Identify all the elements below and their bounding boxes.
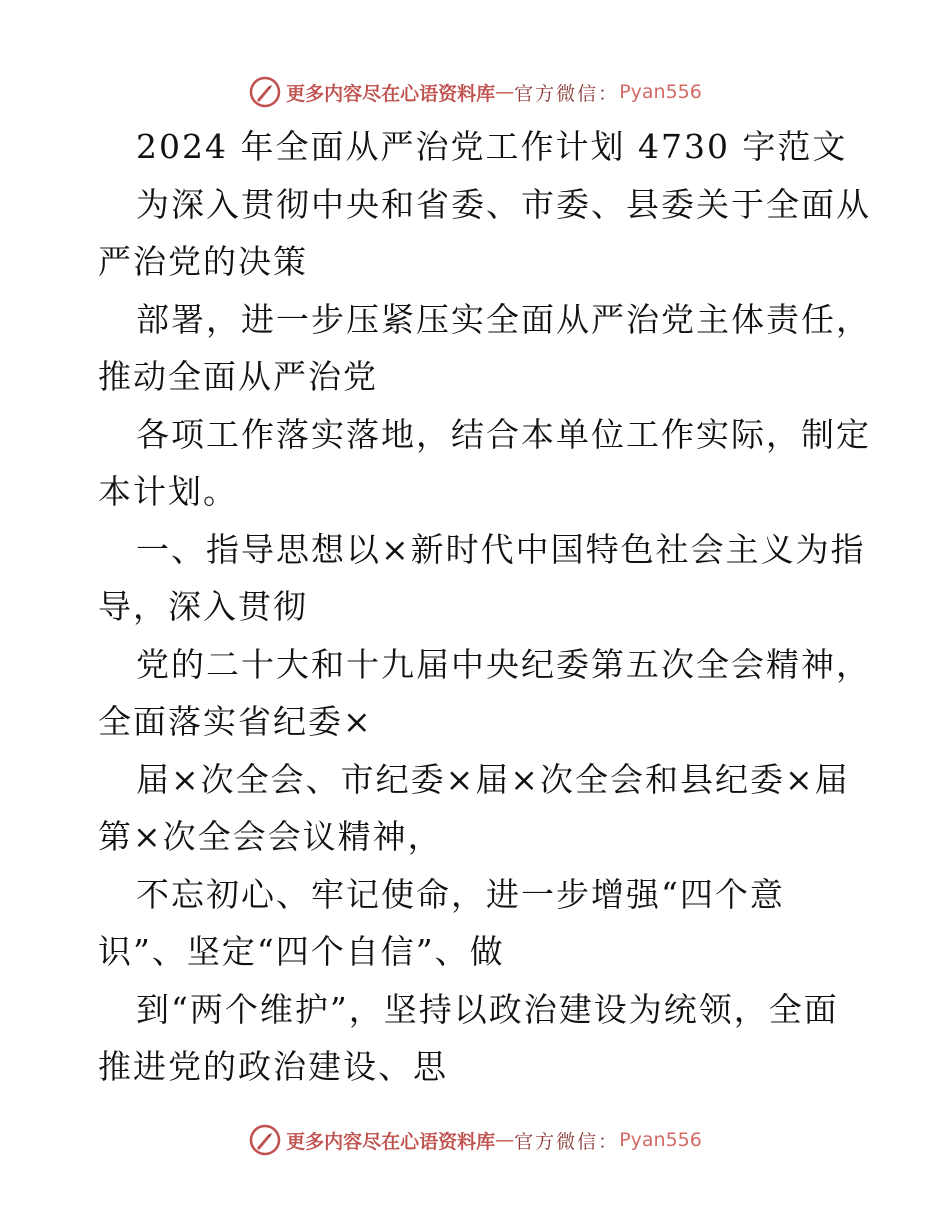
paragraph-line: 不忘初心、牢记使命，进一步增强“四个意 bbox=[136, 874, 785, 914]
watermark-account: Pyan556 bbox=[619, 1129, 702, 1151]
paragraph-line: 届×次全会、市纪委×届×次全会和县纪委×届 bbox=[136, 759, 850, 799]
watermark-banner-bottom bbox=[0, 1120, 950, 1160]
paragraph-line: 全面落实省纪委× bbox=[98, 702, 373, 741]
paragraph-line: 导，深入贯彻 bbox=[98, 587, 308, 626]
document-body bbox=[98, 118, 871, 1096]
pen-nib-logo-icon bbox=[248, 75, 282, 109]
watermark-site-text: 更多内容尽在心语资料库 bbox=[286, 82, 496, 105]
paragraph-line: 第×次全会会议精神， bbox=[98, 817, 443, 856]
watermark-wechat-label: 官方微信： bbox=[514, 1130, 620, 1153]
watermark-separator: — bbox=[495, 1129, 515, 1151]
section-heading-line: 一、指导思想以×新时代中国特色社会主义为指 bbox=[136, 529, 866, 569]
paragraph-line: 推动全面从严治党 bbox=[98, 357, 378, 396]
watermark-site-text: 更多内容尽在心语资料库 bbox=[286, 1130, 496, 1153]
paragraph-line: 为深入贯彻中央和省委、市委、县委关于全面从 bbox=[136, 184, 871, 224]
watermark-separator: — bbox=[495, 81, 515, 103]
document-title: 2024 年全面从严治党工作计划 4730 字范文 bbox=[136, 127, 848, 166]
paragraph-line: 到“两个维护”，坚持以政治建设为统领，全面 bbox=[136, 989, 839, 1029]
watermark-wechat-label: 官方微信： bbox=[514, 82, 620, 105]
paragraph-line: 各项工作落实落地，结合本单位工作实际，制定 bbox=[136, 414, 871, 454]
paragraph-line: 识”、坚定“四个自信”、做 bbox=[98, 932, 505, 971]
watermark-account: Pyan556 bbox=[619, 81, 702, 103]
watermark-banner-top bbox=[0, 72, 950, 112]
paragraph-line: 推进党的政治建设、思 bbox=[98, 1047, 448, 1086]
paragraph-line: 严治党的决策 bbox=[98, 242, 308, 281]
pen-nib-logo-icon bbox=[248, 1123, 282, 1157]
paragraph-line: 部署，进一步压紧压实全面从严治党主体责任， bbox=[136, 299, 871, 339]
paragraph-line: 党的二十大和十九届中央纪委第五次全会精神， bbox=[136, 644, 871, 684]
paragraph-line: 本计划。 bbox=[98, 472, 238, 511]
